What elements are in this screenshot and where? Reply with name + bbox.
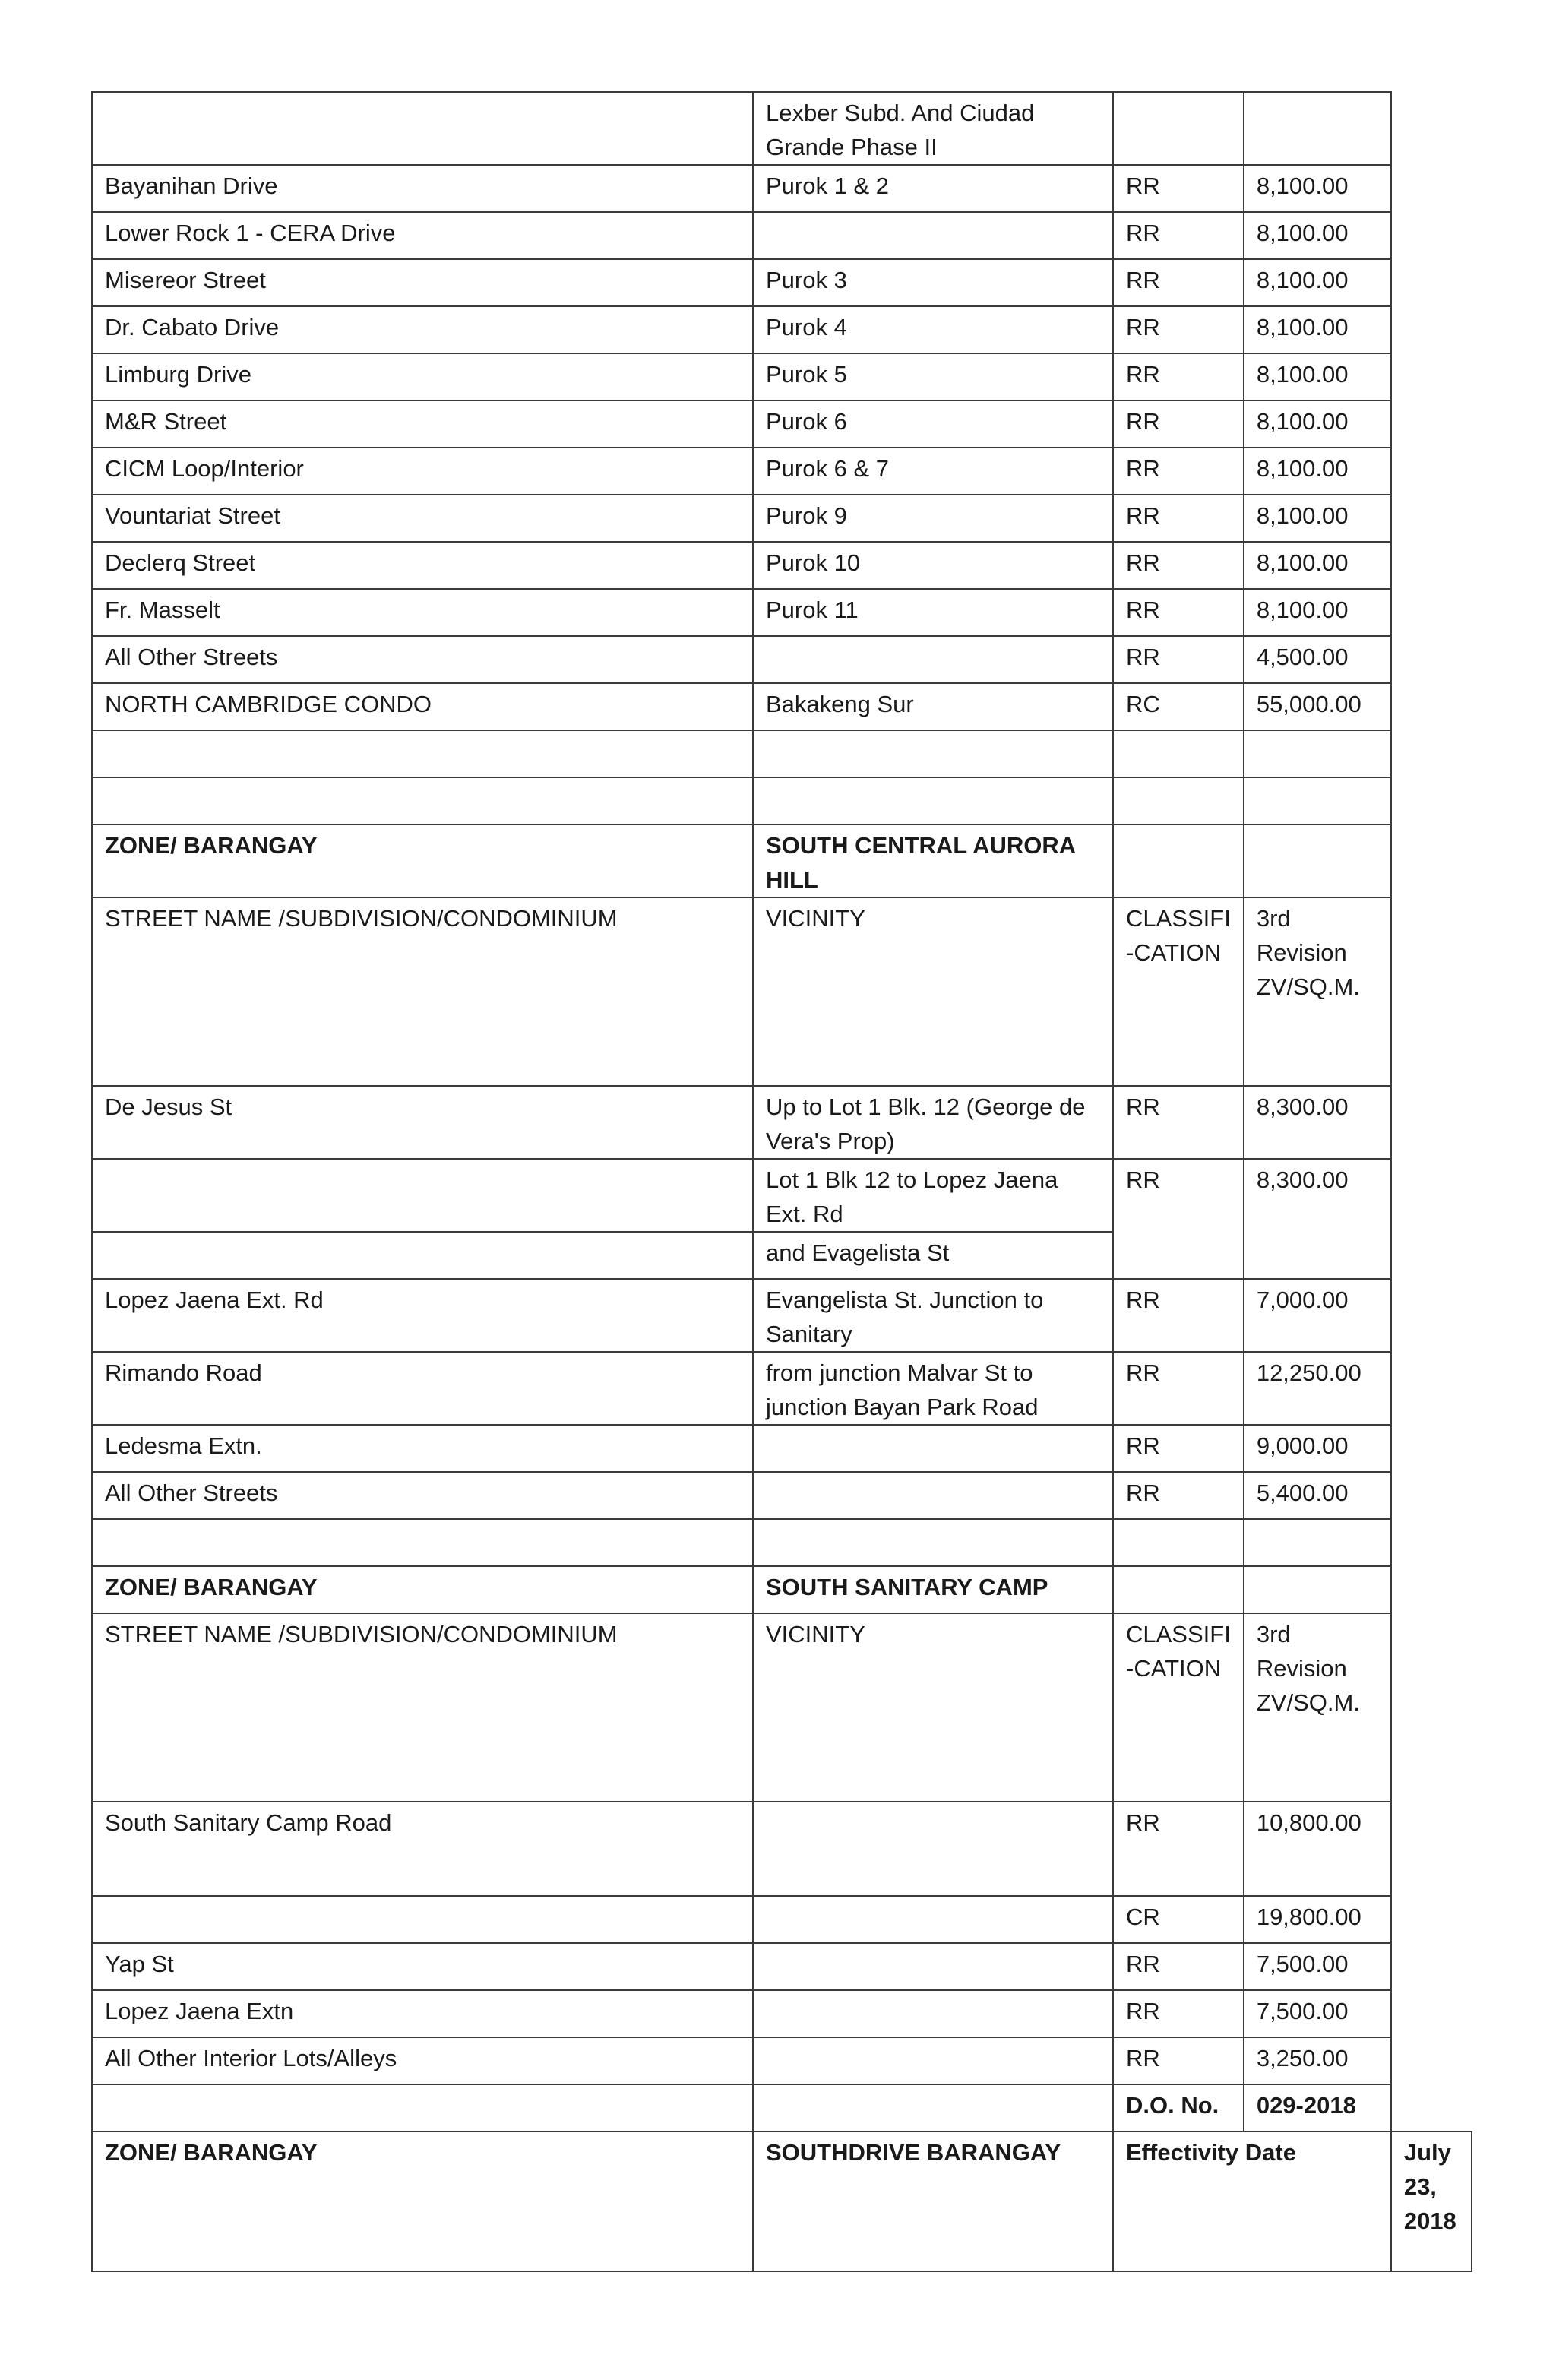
zonal-value-cell: 8,300.00: [1244, 1159, 1391, 1279]
table-row: [92, 589, 1472, 636]
table-row: [92, 897, 1472, 1086]
classification-cell: [1113, 1519, 1244, 1566]
classification-cell: RR: [1113, 165, 1244, 212]
classification-cell: CR: [1113, 1896, 1244, 1943]
street-name-cell: Lopez Jaena Extn: [92, 1990, 753, 2037]
table-row: [92, 824, 1472, 897]
table-row: [92, 259, 1472, 306]
table-row: [92, 306, 1472, 353]
zonal-value-cell: 8,100.00: [1244, 353, 1391, 400]
zonal-value-cell: 8,100.00: [1244, 589, 1391, 636]
zonal-value-cell: 8,100.00: [1244, 212, 1391, 259]
classification-cell: RR: [1113, 1472, 1244, 1519]
zonal-value-cell: 8,300.00: [1244, 1086, 1391, 1159]
table-row: [92, 2084, 1472, 2132]
vicinity-cell: SOUTH CENTRAL AURORA HILL: [753, 824, 1113, 897]
vicinity-cell: [753, 777, 1113, 824]
classification-cell: RR: [1113, 212, 1244, 259]
zonal-value-cell: 4,500.00: [1244, 636, 1391, 683]
zonal-value-cell: 3,250.00: [1244, 2037, 1391, 2084]
street-name-cell: Bayanihan Drive: [92, 165, 753, 212]
margin-cell: [1391, 92, 1472, 165]
street-name-cell: ZONE/ BARANGAY: [92, 1566, 753, 1613]
classification-cell: RR: [1113, 542, 1244, 589]
street-name-cell: Ledesma Extn.: [92, 1425, 753, 1472]
zonal-value-cell: 7,500.00: [1244, 1943, 1391, 1990]
classification-cell: RR: [1113, 1086, 1244, 1159]
table-row: [92, 1802, 1472, 1896]
margin-cell: [1391, 777, 1472, 824]
vicinity-cell: Lexber Subd. And Ciudad Grande Phase II: [753, 92, 1113, 165]
vicinity-cell: Bakakeng Sur: [753, 683, 1113, 730]
zonal-value-cell: 9,000.00: [1244, 1425, 1391, 1472]
classification-cell: [1113, 730, 1244, 777]
classification-cell: Effectivity Date: [1113, 2132, 1391, 2271]
classification-cell: RR: [1113, 448, 1244, 495]
table-row: [92, 1425, 1472, 1472]
zonal-value-cell: 7,500.00: [1244, 1990, 1391, 2037]
street-name-cell: All Other Interior Lots/Alleys: [92, 2037, 753, 2084]
vicinity-cell: Purok 9: [753, 495, 1113, 542]
table-row: [92, 353, 1472, 400]
margin-cell: [1391, 683, 1472, 730]
vicinity-cell: [753, 2084, 1113, 2132]
street-name-cell: [92, 1896, 753, 1943]
vicinity-cell: [753, 730, 1113, 777]
zonal-value-cell: 19,800.00: [1244, 1896, 1391, 1943]
zonal-value-cell: [1244, 730, 1391, 777]
street-name-cell: All Other Streets: [92, 636, 753, 683]
margin-cell: [1391, 1232, 1472, 1279]
margin-cell: [1391, 730, 1472, 777]
table-row: [92, 1613, 1472, 1802]
table-row: [92, 1896, 1472, 1943]
margin-cell: [1391, 542, 1472, 589]
street-name-cell: ZONE/ BARANGAY: [92, 2132, 753, 2271]
zonal-value-cell: 8,100.00: [1244, 400, 1391, 448]
vicinity-cell: Purok 4: [753, 306, 1113, 353]
table-row: [92, 636, 1472, 683]
street-name-cell: STREET NAME /SUBDIVISION/CONDOMINIUM: [92, 897, 753, 1086]
table-row: [92, 400, 1472, 448]
zonal-value-cell: 8,100.00: [1244, 259, 1391, 306]
classification-cell: D.O. No.: [1113, 2084, 1244, 2132]
table-row: [92, 165, 1472, 212]
margin-cell: [1391, 1896, 1472, 1943]
zonal-value-cell: [1244, 824, 1391, 897]
vicinity-cell: Purok 11: [753, 589, 1113, 636]
classification-cell: RR: [1113, 495, 1244, 542]
street-name-cell: CICM Loop/Interior: [92, 448, 753, 495]
margin-cell: [1391, 165, 1472, 212]
table-row: [92, 92, 1472, 165]
street-name-cell: [92, 92, 753, 165]
table-row: [92, 1086, 1472, 1159]
classification-cell: RR: [1113, 1425, 1244, 1472]
classification-cell: RC: [1113, 683, 1244, 730]
street-name-cell: Yap St: [92, 1943, 753, 1990]
vicinity-cell: Purok 1 & 2: [753, 165, 1113, 212]
zonal-value-cell: [1244, 92, 1391, 165]
zonal-value-cell: 3rd Revision ZV/SQ.M.: [1244, 1613, 1391, 1802]
margin-cell: [1391, 1425, 1472, 1472]
street-name-cell: Dr. Cabato Drive: [92, 306, 753, 353]
street-name-cell: Rimando Road: [92, 1352, 753, 1425]
table-row: [92, 1519, 1472, 1566]
vicinity-cell: [753, 1472, 1113, 1519]
street-name-cell: [92, 1232, 753, 1279]
margin-cell: [1391, 400, 1472, 448]
vicinity-cell: Purok 5: [753, 353, 1113, 400]
vicinity-cell: [753, 636, 1113, 683]
margin-cell: [1391, 636, 1472, 683]
zonal-value-cell: 5,400.00: [1244, 1472, 1391, 1519]
classification-cell: RR: [1113, 1990, 1244, 2037]
vicinity-cell: [753, 212, 1113, 259]
table-row: [92, 448, 1472, 495]
vicinity-cell: [753, 1896, 1113, 1943]
zonal-value-cell: 8,100.00: [1244, 542, 1391, 589]
vicinity-cell: Up to Lot 1 Blk. 12 (George de Vera's Prop): [753, 1086, 1113, 1159]
vicinity-cell: from junction Malvar St to junction Bayan Park Road: [753, 1352, 1113, 1425]
zonal-value-cell: [1244, 1519, 1391, 1566]
vicinity-cell: SOUTHDRIVE BARANGAY: [753, 2132, 1113, 2271]
street-name-cell: Declerq Street: [92, 542, 753, 589]
vicinity-cell: Purok 10: [753, 542, 1113, 589]
zonal-value-cell: 029-2018: [1244, 2084, 1391, 2132]
zonal-value-cell: 8,100.00: [1244, 306, 1391, 353]
margin-cell: [1391, 353, 1472, 400]
street-name-cell: NORTH CAMBRIDGE CONDO: [92, 683, 753, 730]
margin-cell: [1391, 589, 1472, 636]
table-row: [92, 1990, 1472, 2037]
margin-cell: [1391, 448, 1472, 495]
vicinity-cell: [753, 1943, 1113, 1990]
vicinity-cell: Lot 1 Blk 12 to Lopez Jaena Ext. Rd: [753, 1159, 1113, 1232]
street-name-cell: Vountariat Street: [92, 495, 753, 542]
margin-cell: [1391, 1086, 1472, 1159]
street-name-cell: M&R Street: [92, 400, 753, 448]
margin-cell: [1391, 1159, 1472, 1232]
street-name-cell: [92, 777, 753, 824]
street-name-cell: ZONE/ BARANGAY: [92, 824, 753, 897]
table-row: [92, 2037, 1472, 2084]
margin-cell: [1391, 259, 1472, 306]
zonal-value-cell: 55,000.00: [1244, 683, 1391, 730]
classification-cell: RR: [1113, 1352, 1244, 1425]
zonal-value-cell: [1244, 777, 1391, 824]
street-name-cell: [92, 730, 753, 777]
margin-cell: [1391, 1519, 1472, 1566]
vicinity-cell: [753, 1519, 1113, 1566]
classification-cell: CLASSIFI -CATION: [1113, 1613, 1244, 1802]
table-row: [92, 777, 1472, 824]
zonal-value-cell: 12,250.00: [1244, 1352, 1391, 1425]
street-name-cell: South Sanitary Camp Road: [92, 1802, 753, 1896]
margin-cell: [1391, 897, 1472, 1086]
margin-cell: [1391, 1352, 1472, 1425]
vicinity-cell: VICINITY: [753, 897, 1113, 1086]
classification-cell: RR: [1113, 636, 1244, 683]
vicinity-cell: SOUTH SANITARY CAMP: [753, 1566, 1113, 1613]
classification-cell: [1113, 92, 1244, 165]
table-row: [92, 730, 1472, 777]
margin-cell: [1391, 495, 1472, 542]
zonal-value-cell: 3rd Revision ZV/SQ.M.: [1244, 897, 1391, 1086]
margin-cell: [1391, 1279, 1472, 1352]
street-name-cell: Lower Rock 1 - CERA Drive: [92, 212, 753, 259]
table-body: [92, 92, 1472, 2271]
margin-cell: [1391, 1943, 1472, 1990]
classification-cell: RR: [1113, 259, 1244, 306]
vicinity-cell: and Evagelista St: [753, 1232, 1113, 1279]
vicinity-cell: VICINITY: [753, 1613, 1113, 1802]
zonal-value-cell: [1244, 1566, 1391, 1613]
vicinity-cell: [753, 1802, 1113, 1896]
table-row: [92, 1472, 1472, 1519]
classification-cell: RR: [1113, 400, 1244, 448]
street-name-cell: Limburg Drive: [92, 353, 753, 400]
zonal-value-cell: 8,100.00: [1244, 495, 1391, 542]
classification-cell: RR: [1113, 589, 1244, 636]
zonal-value-cell: July 23, 2018: [1391, 2132, 1472, 2271]
margin-cell: [1391, 1990, 1472, 2037]
zonal-value-cell: 7,000.00: [1244, 1279, 1391, 1352]
street-name-cell: [92, 1519, 753, 1566]
vicinity-cell: [753, 1425, 1113, 1472]
classification-cell: RR: [1113, 1279, 1244, 1352]
street-name-cell: STREET NAME /SUBDIVISION/CONDOMINIUM: [92, 1613, 753, 1802]
margin-cell: [1391, 1613, 1472, 1802]
classification-cell: RR: [1113, 1802, 1244, 1896]
zonal-value-cell: 10,800.00: [1244, 1802, 1391, 1896]
classification-cell: RR: [1113, 306, 1244, 353]
vicinity-cell: Purok 3: [753, 259, 1113, 306]
margin-cell: [1391, 824, 1472, 897]
vicinity-cell: Purok 6: [753, 400, 1113, 448]
street-name-cell: Fr. Masselt: [92, 589, 753, 636]
table-row: [92, 1159, 1472, 1232]
table-row: [92, 495, 1472, 542]
table-row: [92, 1279, 1472, 1352]
margin-cell: [1391, 212, 1472, 259]
table-row: [92, 542, 1472, 589]
zonal-value-cell: 8,100.00: [1244, 165, 1391, 212]
classification-cell: RR: [1113, 2037, 1244, 2084]
classification-cell: RR: [1113, 353, 1244, 400]
vicinity-cell: [753, 1990, 1113, 2037]
classification-cell: CLASSIFI -CATION: [1113, 897, 1244, 1086]
margin-cell: [1391, 306, 1472, 353]
vicinity-cell: Evangelista St. Junction to Sanitary: [753, 1279, 1113, 1352]
street-name-cell: All Other Streets: [92, 1472, 753, 1519]
margin-cell: [1391, 1472, 1472, 1519]
zonal-value-table: [91, 91, 1472, 2272]
classification-cell: RR: [1113, 1943, 1244, 1990]
street-name-cell: Lopez Jaena Ext. Rd: [92, 1279, 753, 1352]
classification-cell: [1113, 824, 1244, 897]
classification-cell: RR: [1113, 1159, 1244, 1279]
vicinity-cell: [753, 2037, 1113, 2084]
table-row: [92, 683, 1472, 730]
table-row: [92, 2132, 1472, 2271]
margin-cell: [1391, 1802, 1472, 1896]
classification-cell: [1113, 1566, 1244, 1613]
margin-cell: [1391, 1566, 1472, 1613]
zonal-value-cell: 8,100.00: [1244, 448, 1391, 495]
street-name-cell: Misereor Street: [92, 259, 753, 306]
table-row: [92, 1566, 1472, 1613]
table-row: [92, 1943, 1472, 1990]
street-name-cell: [92, 2084, 753, 2132]
margin-cell: [1391, 2084, 1472, 2132]
street-name-cell: De Jesus St: [92, 1086, 753, 1159]
table-row: [92, 1352, 1472, 1425]
table-row: [92, 212, 1472, 259]
street-name-cell: [92, 1159, 753, 1232]
vicinity-cell: Purok 6 & 7: [753, 448, 1113, 495]
margin-cell: [1391, 2037, 1472, 2084]
classification-cell: [1113, 777, 1244, 824]
